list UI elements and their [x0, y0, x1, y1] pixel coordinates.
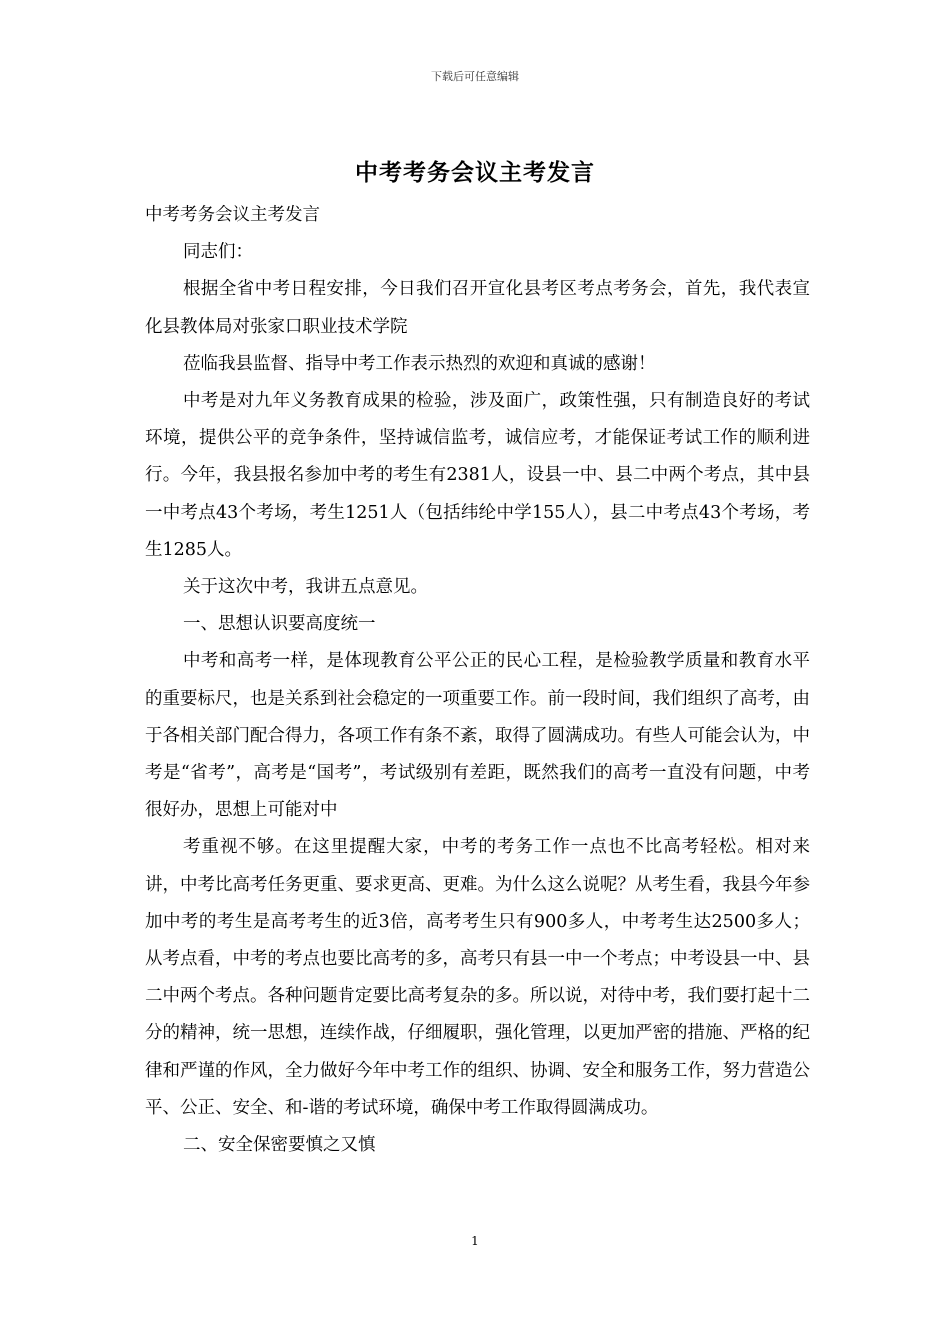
paragraph-subtitle: 中考考务会议主考发言	[145, 205, 320, 225]
section-heading: 一、思想认识要高度统一	[183, 614, 376, 635]
paragraph-salutation: 同志们：	[183, 242, 253, 263]
paragraph: 根据全省中考日程安排，今日我们召开宣化县考区考点考务会，首先，我代表宣化县教体局对张家口职业技术学院	[145, 279, 810, 337]
section-heading: 二、安全保密要慎之又慎	[183, 1135, 376, 1156]
document-body	[145, 197, 810, 1164]
paragraph: 中考和高考一样，是体现教育公平公正的民心工程，是检验教学质量和教育水平的重要标尺，也是关系到社会稳定的一项重要工作。前一段时间，我们组织了高考，由于各相关部门配合得力，各项工作有条不紊，取得了圆满成功。有些人可能会认为，中考是“省考”，高考是“国考”，考试级别有差距，既然我们的高考一直没有问题，中考很好办，思想上可能对中	[145, 651, 810, 821]
paragraph: 莅临我县监督、指导中考工作表示热烈的欢迎和真诚的感谢！	[183, 353, 656, 374]
page-number: 1	[471, 1234, 479, 1248]
document-title: 中考考务会议主考发言	[355, 159, 595, 186]
paragraph: 中考是对九年义务教育成果的检验，涉及面广，政策性强，只有制造良好的考试环境，提供公平的竞争条件，坚持诚信监考，诚信应考，才能保证考试工作的顺利进行。今年，我县报名参加中考的考生有2381人，设县一中、县二中两个考点，其中县一中考点43个考场，考生1251人（包括纬纶中学155人），县二中考点43个考场，考生1285人。	[145, 391, 810, 560]
paragraph: 关于这次中考，我讲五点意见。	[183, 577, 428, 598]
paragraph: 考重视不够。在这里提醒大家，中考的考务工作一点也不比高考轻松。相对来讲，中考比高考任务更重、要求更高、更难。为什么这么说呢？从考生看，我县今年参加中考的考生是高考考生的近3倍，高考考生只有900多人，中考考生达2500多人；从考点看，中考的考点也要比高考的多，高考只有县一中一个考点；中考设县一中、县二中两个考点。各种问题肯定要比高考复杂的多。所以说，对待中考，我们要打起十二分的精神，统一思想，连续作战，仔细履职，强化管理，以更加严密的措施、严格的纪律和严谨的作风，全力做好今年中考工作的组织、协调、安全和服务工作，努力营造公平、公正、安全、和-谐的考试环境，确保中考工作取得圆满成功。	[145, 837, 810, 1118]
header-note: 下载后可任意编辑	[431, 70, 519, 83]
